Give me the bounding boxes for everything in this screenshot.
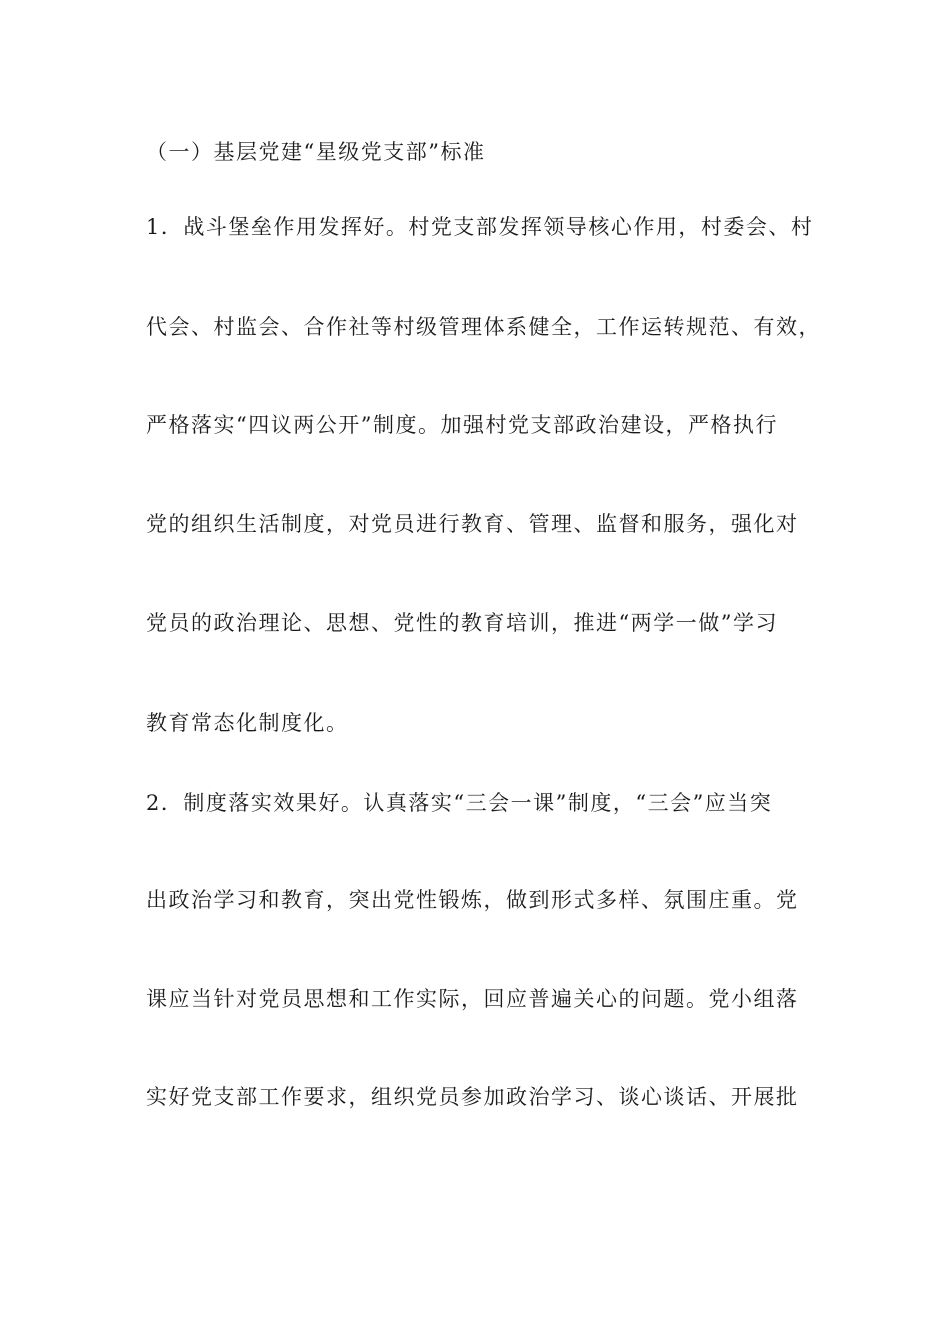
paragraph-line: 2．制度落实效果好。认真落实“三会一课”制度，“三会”应当突: [146, 791, 773, 815]
paragraph-line: 党的组织生活制度，对党员进行教育、管理、监督和服务，强化对: [146, 512, 799, 536]
paragraph-line: 1．战斗堡垒作用发挥好。村党支部发挥领导核心作用，村委会、村: [146, 215, 814, 239]
paragraph-line: 党员的政治理论、思想、党性的教育培训，推进“两学一做”学习: [146, 611, 778, 635]
paragraph-line: 严格落实“四议两公开”制度。加强村党支部政治建设，严格执行: [146, 413, 778, 437]
section-title: （一）基层党建“星级党支部”标准: [146, 140, 486, 164]
paragraph-line: 出政治学习和教育，突出党性锻炼，做到形式多样、氛围庄重。党: [146, 888, 799, 912]
paragraph-line: 代会、村监会、合作社等村级管理体系健全，工作运转规范、有效，: [146, 315, 821, 339]
paragraph-line: 实好党支部工作要求，组织党员参加政治学习、谈心谈话、开展批: [146, 1085, 799, 1109]
paragraph-line: 教育常态化制度化。: [146, 711, 349, 735]
paragraph-line: 课应当针对党员思想和工作实际，回应普遍关心的问题。党小组落: [146, 987, 799, 1011]
